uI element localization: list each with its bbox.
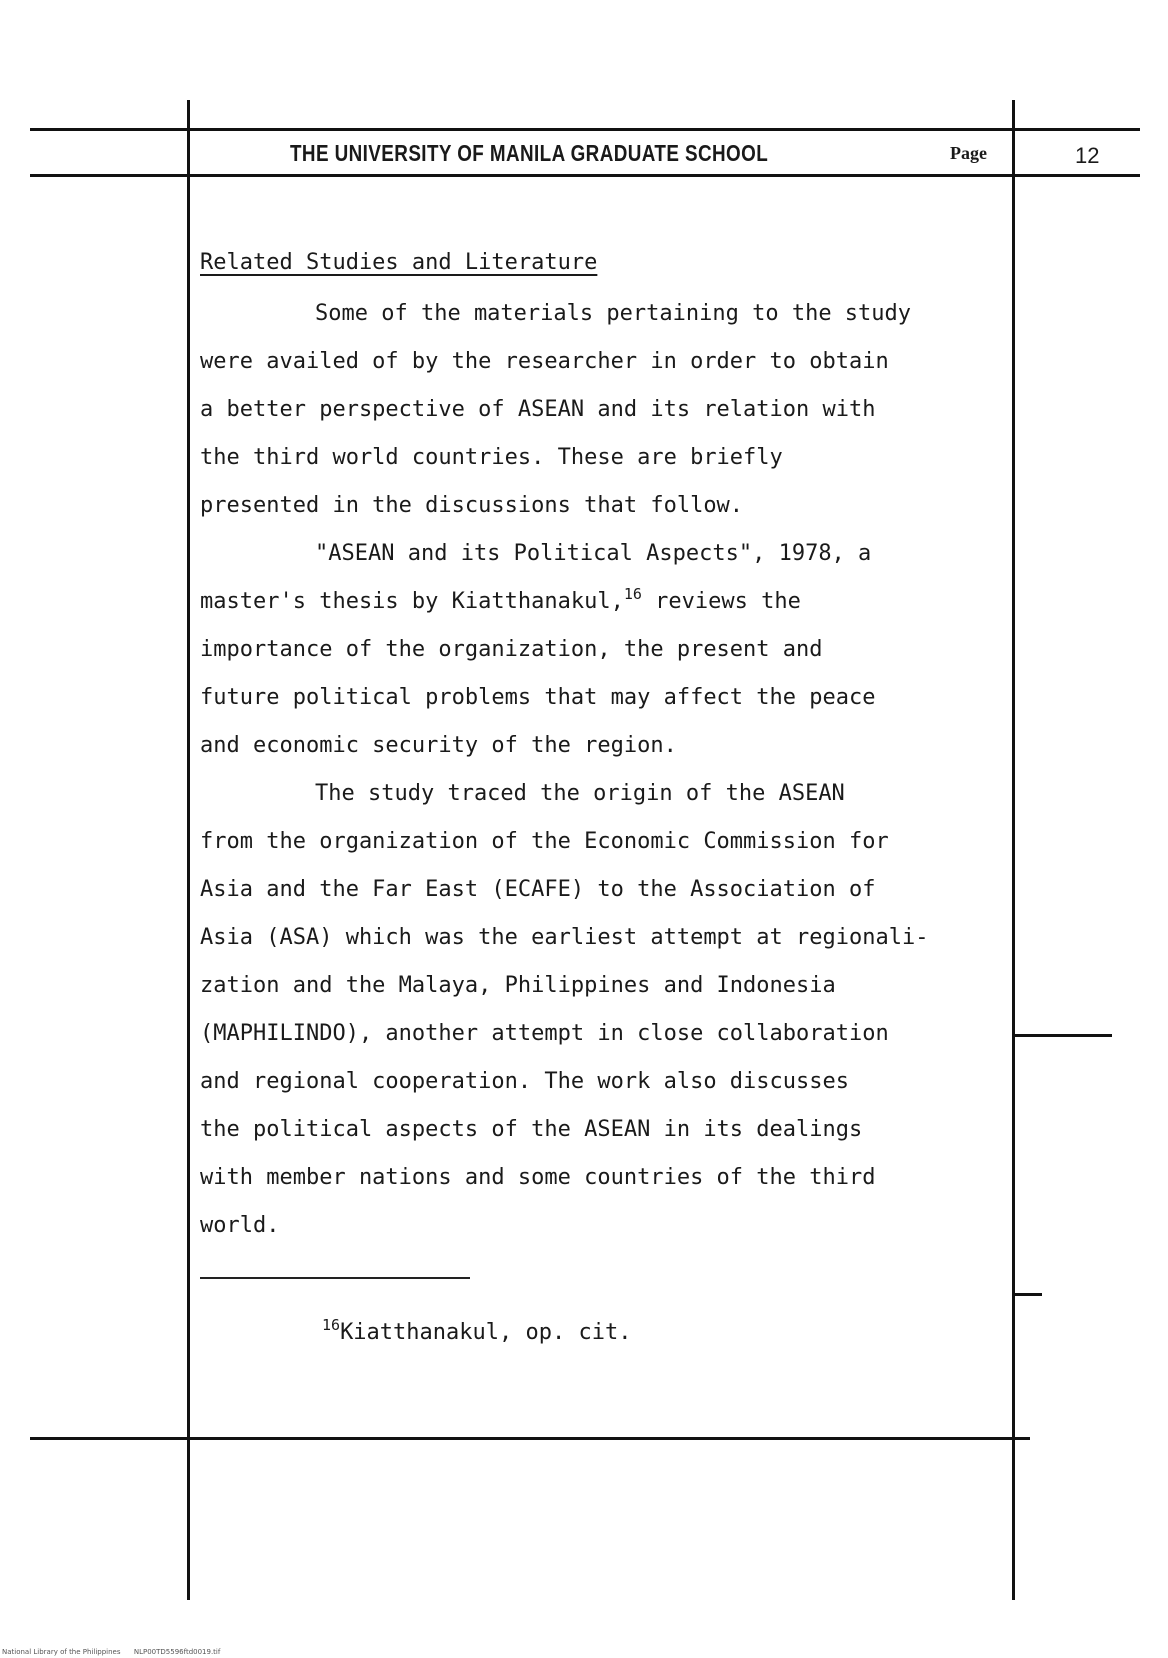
footnote-number: 16: [322, 1316, 341, 1334]
body-line-text: reviews the: [641, 589, 801, 614]
scan-margin-note: [2, 1648, 220, 1656]
body-line: "ASEAN and its Political Aspects", 1978, a: [315, 541, 872, 566]
body-line: with member nations and some countries of the third: [200, 1165, 876, 1190]
body-line: a better perspective of ASEAN and its relation with: [200, 397, 876, 422]
body-line: and regional cooperation. The work also discusses: [200, 1069, 850, 1094]
page-label: Page: [950, 143, 987, 163]
body-line: (MAPHILINDO), another attempt in close collaboration: [200, 1021, 889, 1046]
body-line: the political aspects of the ASEAN in its dealings: [200, 1117, 863, 1142]
body-line: and economic security of the region.: [200, 733, 677, 758]
body-line-with-footnote-ref: [200, 585, 801, 614]
body-line: from the organization of the Economic Commission for: [200, 829, 889, 854]
body-line-text: master's thesis by Kiatthanakul,: [200, 589, 624, 614]
body-line: world.: [200, 1213, 280, 1238]
body-line: zation and the Malaya, Philippines and Indonesia: [200, 973, 836, 998]
right-margin-rule: [1012, 100, 1015, 1600]
body-line: presented in the discussions that follow.: [200, 493, 744, 518]
library-name: National Library of the Philippines: [2, 1648, 121, 1656]
body-line: importance of the organization, the present and: [200, 637, 823, 662]
right-tab-rule-2: [1012, 1293, 1042, 1296]
body-line: Some of the materials pertaining to the study: [315, 301, 912, 326]
body-line: Asia and the Far East (ECAFE) to the Association of: [200, 877, 876, 902]
right-tab-rule-1: [1012, 1034, 1112, 1037]
left-margin-rule: [187, 100, 190, 1600]
file-name: NLP00TD5596ftd0019.tif: [133, 1648, 221, 1656]
body-line: The study traced the origin of the ASEAN: [315, 781, 845, 806]
footnote: [322, 1316, 632, 1345]
header-title: THE UNIVERSITY OF MANILA GRADUATE SCHOOL: [290, 140, 769, 166]
footnote-reference: 16: [623, 585, 642, 603]
section-title: Related Studies and Literature: [200, 250, 598, 275]
body-line: future political problems that may affect the peace: [200, 685, 876, 710]
page-number: 12: [1075, 143, 1100, 168]
header-top-rule: [30, 128, 1140, 131]
body-line: were availed of by the researcher in order to obtain: [200, 349, 889, 374]
footnote-divider: [200, 1277, 470, 1279]
body-line: Asia (ASA) which was the earliest attempt at regionali-: [200, 925, 929, 950]
header-bottom-rule: [30, 174, 1140, 177]
bottom-rule: [30, 1437, 1030, 1440]
footnote-text: Kiatthanakul, op. cit.: [340, 1320, 632, 1345]
body-line: the third world countries. These are briefly: [200, 445, 783, 470]
